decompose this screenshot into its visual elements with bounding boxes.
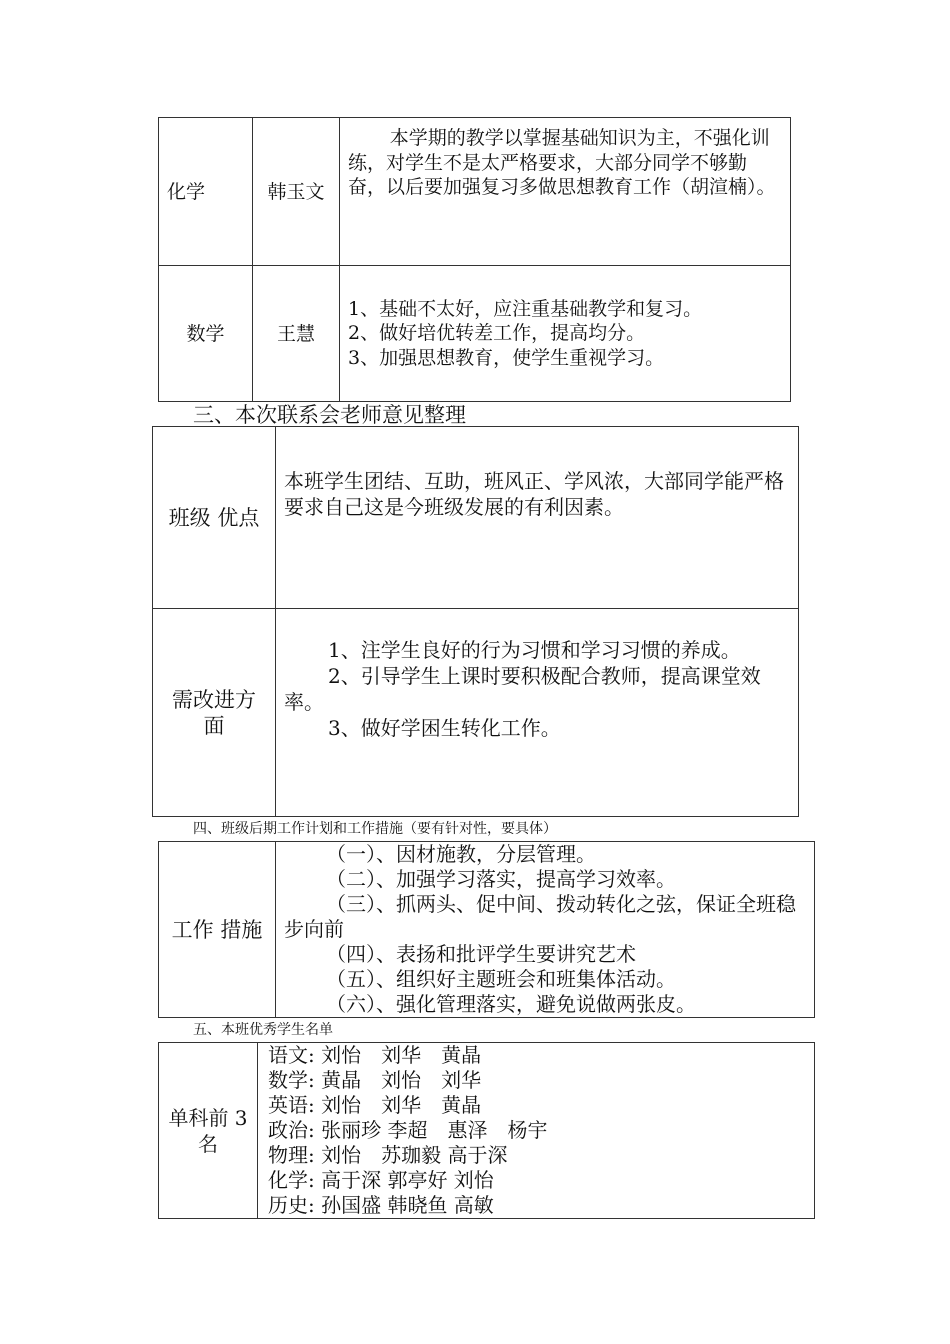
table-row [159, 842, 815, 1018]
comment-line: 3、加强思想教育，使学生重视学习。 [348, 346, 665, 369]
content-cell [276, 609, 799, 817]
comment-cell [340, 266, 791, 402]
subject-label: 化学 [167, 180, 206, 203]
content-line: 2、引导学生上课时要积极配合教师，提高课堂效率。 [284, 664, 761, 714]
top-students-table [158, 1042, 815, 1219]
content-line: 3、做好学困生转化工作。 [328, 716, 561, 740]
subject-top-students: 物理: 刘怡 苏珈毅 高于深 [268, 1143, 508, 1167]
table-row [153, 609, 799, 817]
row-label: 需改进方面 [172, 687, 256, 738]
plan-item: （二）、加强学习落实，提高学习效率。 [326, 867, 676, 891]
plan-item: （六）、强化管理落实，避免说做两张皮。 [326, 992, 696, 1016]
table-row [159, 266, 791, 402]
content-text: 本班学生团结、互助，班风正、学风浓，大部同学能严格要求自己这是今班级发展的有利因素。 [284, 469, 784, 519]
subject-top-students: 数学: 黄晶 刘怡 刘华 [268, 1068, 482, 1092]
subject-cell [159, 118, 253, 266]
subject-top-students: 化学: 高于深 郭亭好 刘怡 [268, 1168, 494, 1192]
table-row [159, 118, 791, 266]
table-row [159, 1043, 815, 1219]
section-3-title: 三、本次联系会老师意见整理 [193, 403, 466, 427]
teacher-name: 韩玉文 [267, 180, 325, 203]
row-label: 单科前 3 名 [168, 1105, 248, 1156]
plan-item: （四）、表扬和批评学生要讲究艺术 [326, 942, 636, 966]
comment-text: 本学期的教学以掌握基础知识为主，不强化训练，对学生不是太严格要求，大部分同学不够勤奋，以后要加强复习多做思想教育工作（胡渲楠）。 [348, 127, 776, 198]
teacher-cell [253, 266, 340, 402]
subject-top-students: 语文: 刘怡 刘华 黄晶 [268, 1043, 482, 1067]
opinions-table [152, 426, 799, 817]
teacher-name: 王慧 [276, 322, 315, 345]
row-label-cell [159, 842, 276, 1018]
subject-label: 数学 [186, 322, 225, 345]
subject-top-students: 政治: 张丽珍 李超 惠泽 杨宇 [268, 1118, 548, 1142]
row-label: 班级 优点 [168, 505, 260, 530]
teacher-cell [253, 118, 340, 266]
plan-item: （一）、因材施教，分层管理。 [326, 842, 596, 866]
table-row [153, 427, 799, 609]
comment-cell [340, 118, 791, 266]
teacher-comments-table [158, 117, 791, 402]
content-cell [276, 842, 815, 1018]
work-plan-table [158, 841, 815, 1018]
plan-item: （三）、抓两头、促中间、拨动转化之弦，保证全班稳步向前 [284, 892, 796, 941]
comment-line: 1、基础不太好，应注重基础教学和复习。 [348, 297, 703, 320]
row-label-cell [153, 609, 276, 817]
section-4-title: 四、班级后期工作计划和工作措施（要有针对性，要具体） [193, 821, 557, 837]
row-label-cell [159, 1043, 258, 1219]
subject-top-students: 英语: 刘怡 刘华 黄晶 [268, 1093, 482, 1117]
subject-cell [159, 266, 253, 402]
section-5-title: 五、本班优秀学生名单 [193, 1022, 333, 1038]
row-label-cell [153, 427, 276, 609]
plan-item: （五）、组织好主题班会和班集体活动。 [326, 967, 676, 991]
row-label: 工作 措施 [171, 917, 263, 942]
subject-top-students: 历史: 孙国盛 韩晓鱼 高敏 [268, 1193, 494, 1217]
comment-line: 2、做好培优转差工作，提高均分。 [348, 322, 646, 345]
content-line: 1、注学生良好的行为习惯和学习习惯的养成。 [328, 638, 741, 662]
content-cell [276, 427, 799, 609]
content-cell [258, 1043, 815, 1219]
